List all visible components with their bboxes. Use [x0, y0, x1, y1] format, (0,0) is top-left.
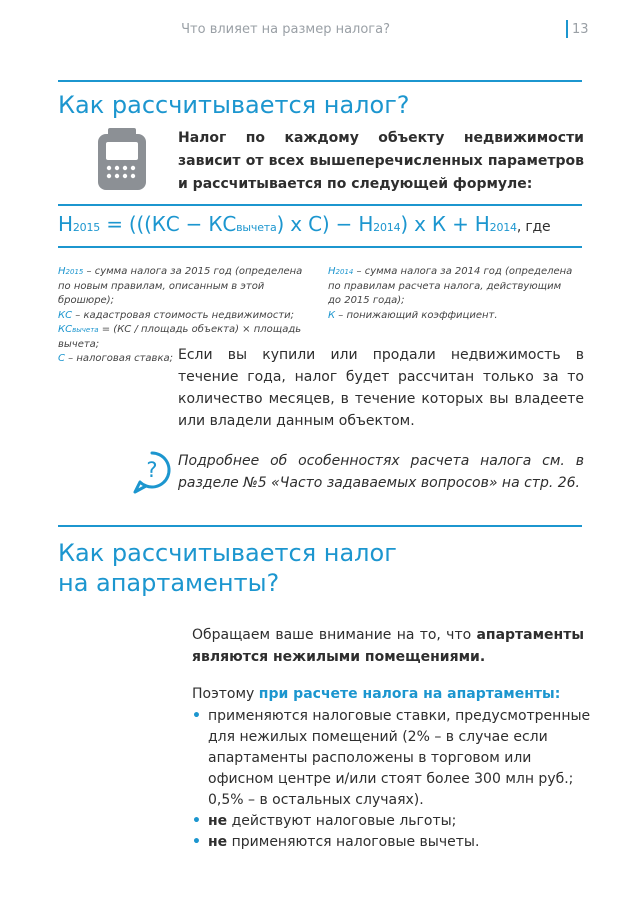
section1-title: Как рассчитывается налог?: [58, 91, 410, 119]
section-rule-2: [58, 525, 582, 527]
section2-title: Как рассчитывается налог на апартаменты?: [58, 539, 397, 597]
calculator-icon: [98, 128, 146, 194]
question-bubble-icon: [132, 450, 172, 500]
definitions-right: [328, 265, 588, 323]
svg-text:?: ?: [146, 458, 158, 482]
apartments-paragraph: Обращаем ваше внимание на то, что апартаменты являются нежилыми помещениями.: [192, 627, 584, 665]
section-rule-top: [58, 80, 582, 82]
formula-rule-top: [58, 204, 582, 206]
faq-reference-note: Подробнее об особенностях расчета налога см. в разделе №5 «Часто задаваемых вопросов» на стр. 26.: [178, 453, 584, 491]
page-number: 13: [572, 22, 589, 37]
apartments-rules-list: [192, 706, 592, 853]
running-header-title: Что влияет на размер налога?: [181, 22, 390, 37]
list-item: • не действуют налоговые льготы;: [192, 813, 457, 829]
formula-intro: Налог по каждому объекту недвижимости зависит от всех вышеперечисленных параметров и рассчитывается по следующей формуле:: [178, 130, 584, 192]
definition-line: по правилам расчета налога, действующим: [328, 280, 562, 292]
definition-line: Н2015 – сумма налога за 2015 год (определена: [58, 266, 303, 277]
header-divider: [566, 20, 568, 38]
definition-line: по новым правилам, описанным в этой брошюре);: [58, 280, 265, 306]
list-item: • не применяются налоговые вычеты.: [192, 834, 480, 850]
list-item: • применяются налоговые ставки, предусмотренные для нежилых помещений (2% – в случае если апартаменты расположены в торговом или офисном центре и/или стоят более 300 млн руб.; 0,5% – в остальных случаях).: [192, 708, 591, 808]
definition-line: Н2014 – сумма налога за 2014 год (определена: [328, 266, 573, 277]
definition-line: до 2015 года);: [328, 295, 405, 306]
period-paragraph: Если вы купили или продали недвижимость в течение года, налог будет рассчитан только за то количество месяцев, в течение которых вы владеете или владели данным объектом.: [178, 347, 584, 429]
formula-rule-bottom: [58, 246, 582, 248]
apartments-lead: Поэтому при расчете налога на апартаменты:: [192, 686, 561, 702]
definition-line: К – понижающий коэффициент.: [328, 309, 498, 321]
tax-formula: Н2015 = (((КС − КСвычета) х С) − Н2014) х К + Н2014, где: [58, 212, 551, 236]
definition-line: КС – кадастровая стоимость недвижимости;: [58, 309, 295, 321]
definition-line: КСвычета = (КС / площадь объекта) × площадь вычета;: [58, 324, 302, 350]
definition-line: С – налоговая ставка;: [58, 353, 173, 364]
